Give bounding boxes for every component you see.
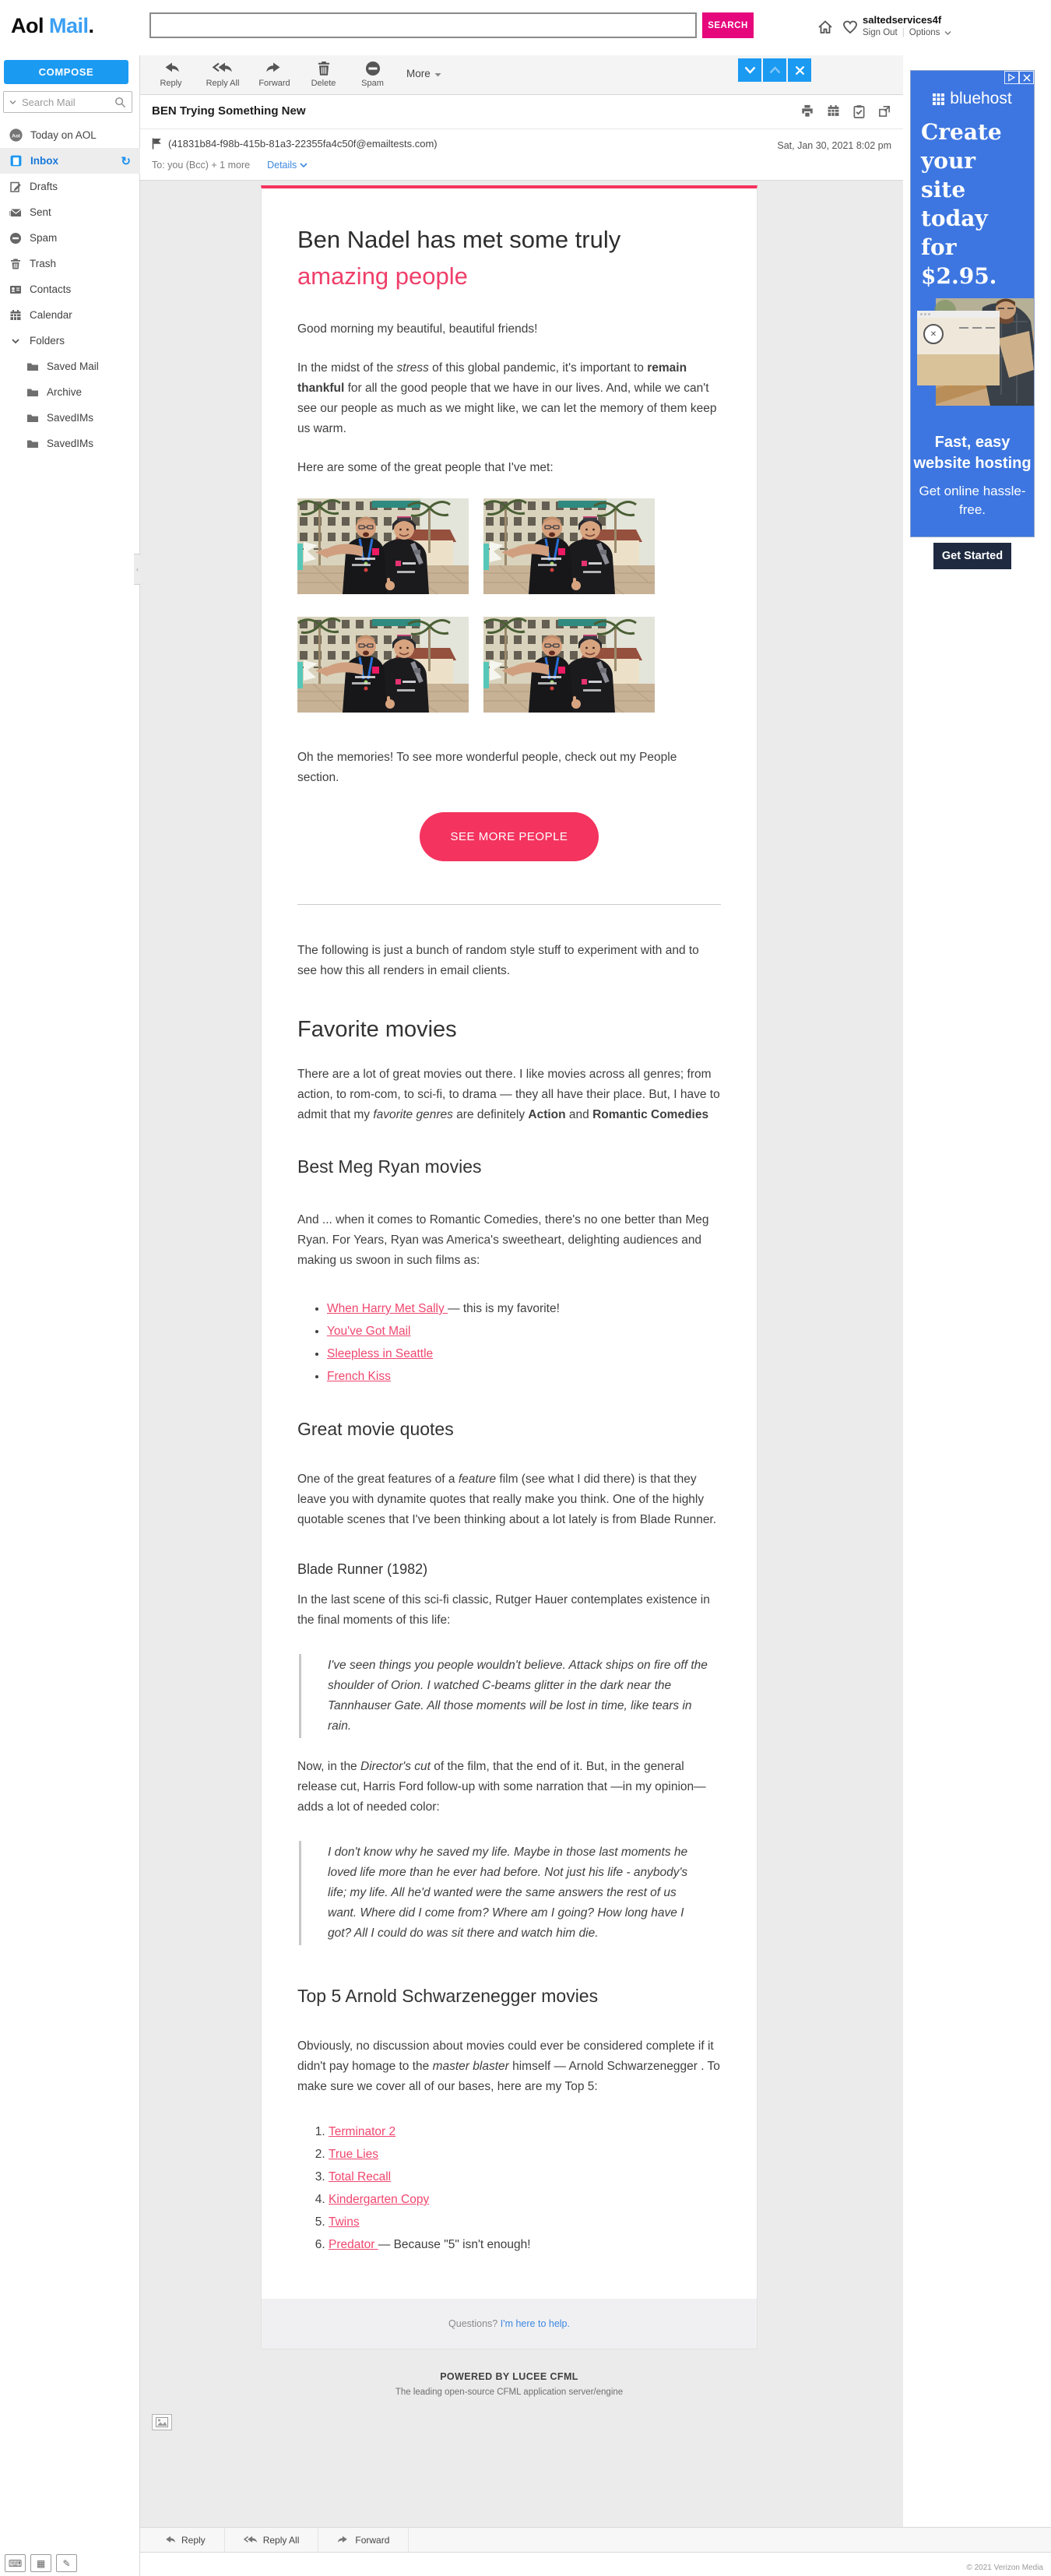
director-cut-paragraph xyxy=(297,1757,721,1818)
meg-movie-list xyxy=(297,1297,721,1388)
flag-icon[interactable] xyxy=(152,138,162,150)
sidebar-item-today-on-aol[interactable] xyxy=(0,122,140,148)
reply-all-icon xyxy=(244,2535,258,2546)
arnold-movie-list xyxy=(297,2120,721,2256)
header-search-input[interactable] xyxy=(151,14,695,37)
svg-text:Aol: Aol xyxy=(12,133,20,139)
sidebar-item-trash[interactable] xyxy=(0,251,140,276)
list-item xyxy=(329,2233,721,2256)
list-item xyxy=(327,1343,721,1365)
bottom-action-bar xyxy=(140,2527,1051,2553)
corner-launcher-icons xyxy=(5,2554,77,2572)
reply-icon xyxy=(162,61,180,76)
sidebar-item-inbox[interactable] xyxy=(0,148,140,174)
ad-tagline: Get online hassle-free. xyxy=(919,484,1026,517)
email-link[interactable]: True Lies xyxy=(329,2148,379,2161)
heart-icon[interactable] xyxy=(842,19,859,36)
search-icon[interactable] xyxy=(114,97,126,108)
subject-row xyxy=(140,95,903,129)
meg-paragraph: And ... when it comes to Romantic Comedies, there's no one better than Meg Ryan. For Years, Ryan was America's sweetheart, delighting audiences and making us swoon in such films as: xyxy=(297,1213,709,1267)
to-row xyxy=(152,160,308,171)
bluehost-logo xyxy=(911,90,1034,108)
sidebar-item-label: Folders xyxy=(30,335,65,347)
email-title-line1: Ben Nadel has met some truly xyxy=(297,226,621,253)
list-item xyxy=(327,1297,721,1320)
spam-icon xyxy=(9,232,22,245)
get-started-button[interactable]: Get Started xyxy=(933,543,1011,569)
reply-all-button[interactable]: Reply All xyxy=(195,55,250,94)
ad-badges xyxy=(1004,71,1034,84)
text-segment: and xyxy=(565,1108,593,1121)
aol-mail-logo[interactable] xyxy=(11,14,94,38)
folder-icon xyxy=(26,386,39,399)
task-clipboard-icon[interactable] xyxy=(852,104,866,118)
text-segment: for all the good people that we have in our lives. And, while we can't see our people as much as we might like, we can let the memory of them keep us warm. xyxy=(297,382,717,435)
username: saltedservices4f xyxy=(863,14,942,26)
sidebar-folder-savedims-1[interactable] xyxy=(0,405,140,431)
text-segment: are definitely xyxy=(452,1108,529,1121)
sidebar-item-label: Sent xyxy=(30,206,51,218)
spam-button[interactable]: Spam xyxy=(348,55,397,94)
chevron-down-icon xyxy=(300,163,308,168)
add-to-calendar-icon[interactable] xyxy=(827,104,840,118)
bottom-forward-button[interactable]: Forward xyxy=(318,2528,409,2552)
email-title xyxy=(297,221,721,294)
sidebar-folder-archive[interactable] xyxy=(0,379,140,405)
list-item xyxy=(327,1320,721,1343)
narration-quote: I don't know why he saved my life. Maybe in those last moments he loved life more than he ever had before. Not just his life - anybody's life; my life. All he'd wanted were the same answers the rest of us want. Where did I come from? Where am I going? How long have I got? All I could do was sit there and watch him die. xyxy=(299,1841,708,1945)
divider xyxy=(297,904,721,905)
greeting-paragraph: Good morning my beautiful, beautiful friends! xyxy=(297,322,538,336)
from-row xyxy=(152,138,438,150)
text-segment: of this global pandemic, it's important to xyxy=(428,361,648,375)
text-segment: One of the great features of a xyxy=(297,1473,459,1486)
blade-runner-quote: I've seen things you people wouldn't believe. Attack ships on fire off the shoulder of Orion. I watched C-beams glitter in the dark near the Tannhauser Gate. All those moments will be lost in time, like tears in rain. xyxy=(299,1654,708,1738)
text-segment: feature xyxy=(458,1473,497,1486)
browser-mockup xyxy=(917,311,1000,385)
text-segment: film (see what I did there) is that they leave you with dynamite quotes that really make you think. One of the highly quotable scenes that I've been thinking about a lot lately is from Blade Runner. xyxy=(297,1473,717,1526)
adchoices-icon[interactable] xyxy=(1004,71,1019,84)
message-body-area xyxy=(140,181,903,2527)
text-segment: stress xyxy=(396,361,429,375)
chevron-up-icon xyxy=(769,66,781,74)
sent-icon xyxy=(9,206,22,219)
people-photo xyxy=(483,617,655,713)
trash-icon xyxy=(317,61,331,76)
recipients[interactable]: To: you (Bcc) + 1 more xyxy=(152,160,251,171)
close-icon xyxy=(795,65,805,76)
ad-column xyxy=(903,55,1051,2527)
email-footer-band xyxy=(262,2299,757,2349)
email-link[interactable]: Predator xyxy=(329,2238,378,2251)
sidebar-item-label: Saved Mail xyxy=(47,361,99,372)
email-title-line2: amazing people xyxy=(297,262,468,290)
sidebar-item-label: Today on AOL xyxy=(30,129,97,141)
ad-photo xyxy=(911,298,1034,407)
list-item xyxy=(329,2188,721,2211)
people-photo xyxy=(297,498,469,594)
search-button[interactable]: SEARCH xyxy=(702,12,754,38)
sidebar-item-drafts[interactable] xyxy=(0,174,140,199)
people-photo xyxy=(297,617,469,713)
message-nav-buttons xyxy=(738,58,811,82)
sidebar-item-spam[interactable] xyxy=(0,225,140,251)
contacts-icon xyxy=(9,283,22,296)
text-segment: of the film, that the end of it. But, in the general release cut, Harris Ford follow-up with some narration that —in my opinion— adds a lot of needed color: xyxy=(297,1760,706,1814)
user-block xyxy=(863,14,951,37)
text-segment: master blaster xyxy=(432,2060,509,2073)
spam-icon xyxy=(365,61,381,76)
sidebar-item-calendar[interactable] xyxy=(0,302,140,328)
sidebar-search-input[interactable] xyxy=(20,96,111,109)
powered-by-subtitle: The leading open-source CFML application server/engine xyxy=(395,2388,624,2397)
sidebar-item-label: Inbox xyxy=(30,155,58,167)
ad-close-icon[interactable] xyxy=(1019,71,1034,84)
header-search-box xyxy=(149,12,697,38)
email-link[interactable]: Twins xyxy=(329,2215,360,2229)
text-segment: Action xyxy=(528,1108,566,1121)
email-link[interactable]: French Kiss xyxy=(327,1370,391,1383)
next-message-button[interactable] xyxy=(738,58,761,82)
sidebar-item-label: Archive xyxy=(47,386,83,398)
inbox-icon xyxy=(9,154,23,167)
sidebar-item-folders-toggle[interactable] xyxy=(0,328,140,354)
chevron-down-icon xyxy=(944,30,951,36)
keyboard-icon[interactable]: ⌨ xyxy=(5,2554,26,2572)
email-link[interactable]: I'm here to help. xyxy=(500,2318,570,2329)
email-link[interactable]: Sleepless in Seattle xyxy=(327,1347,434,1360)
ad-subheadline: Fast, easy website hosting xyxy=(913,434,1032,472)
folder-icon xyxy=(26,438,39,450)
sidebar-item-label: Spam xyxy=(30,232,58,244)
text-segment: Obviously, no discussion about movies could ever be considered complete if it didn't pay homage to the xyxy=(297,2039,714,2073)
message-date: Sat, Jan 30, 2021 8:02 pm xyxy=(777,140,891,151)
copyright-notice: © 2021 Verizon Media xyxy=(966,2564,1043,2572)
email-link[interactable]: Terminator 2 xyxy=(329,2125,396,2138)
people-photo-grid xyxy=(297,498,721,713)
bottom-reply-button[interactable]: Reply xyxy=(145,2528,225,2552)
sender-address[interactable]: (41831b84-f98b-415b-81a3-22355fa4c50f@emailtests.com) xyxy=(168,138,438,150)
forward-icon xyxy=(265,61,283,76)
bluehost-grid-icon xyxy=(933,93,944,105)
text-segment: — Because "5" isn't enough! xyxy=(378,2238,531,2251)
list-item xyxy=(329,2120,721,2143)
top-header xyxy=(0,0,1051,56)
text-segment: remain thankful xyxy=(297,361,687,395)
heading-blade-runner: Blade Runner (1982) xyxy=(297,1561,428,1577)
broken-image-icon xyxy=(152,2414,172,2430)
close-message-button[interactable] xyxy=(788,58,811,82)
memories-paragraph: Oh the memories! To see more wonderful people, check out my People section. xyxy=(297,751,677,784)
main-pane xyxy=(140,55,903,2527)
sidebar-item-label: SavedIMs xyxy=(47,412,94,424)
reply-button[interactable]: Reply xyxy=(146,55,195,94)
calendar-icon xyxy=(9,309,22,322)
refresh-icon[interactable]: ↻ xyxy=(121,154,131,168)
sidebar-nav xyxy=(0,122,140,456)
reply-icon xyxy=(163,2535,176,2546)
sidebar-collapse-handle[interactable]: ‹ xyxy=(134,554,142,585)
list-item xyxy=(327,1365,721,1388)
message-toolbar xyxy=(140,55,903,95)
text-segment: Director's cut xyxy=(360,1760,431,1773)
sidebar-item-label: Calendar xyxy=(30,309,72,321)
bluehost-ad[interactable] xyxy=(910,70,1035,562)
people-intro-paragraph: Here are some of the great people that I've met: xyxy=(297,461,554,474)
list-item xyxy=(329,2166,721,2188)
cta-wrap xyxy=(297,812,721,861)
genres-paragraph xyxy=(297,1065,721,1125)
sidebar-item-sent[interactable] xyxy=(0,199,140,225)
message-subject: BEN Trying Something New xyxy=(152,104,306,118)
heading-movie-quotes: Great movie quotes xyxy=(297,1419,454,1439)
text-segment: favorite genres xyxy=(373,1108,453,1121)
sign-out-link[interactable]: Sign Out xyxy=(863,28,898,37)
bottom-reply-all-button[interactable]: Reply All xyxy=(225,2528,319,2552)
logo-mail: Mail xyxy=(44,14,89,37)
delete-button[interactable]: Delete xyxy=(299,55,348,94)
logo-aol: Aol xyxy=(11,14,44,37)
text-segment: In the midst of the xyxy=(297,361,397,375)
text-segment: Romantic Comedies xyxy=(592,1108,709,1121)
drafts-icon xyxy=(9,181,22,193)
forward-button[interactable]: Forward xyxy=(250,55,299,94)
print-icon[interactable] xyxy=(800,104,814,118)
sidebar-item-label: Drafts xyxy=(30,181,58,192)
people-photo xyxy=(483,498,655,594)
reply-all-icon xyxy=(213,61,233,76)
open-in-new-window-icon[interactable] xyxy=(878,104,891,118)
sidebar-item-contacts[interactable] xyxy=(0,276,140,302)
email-link[interactable]: You've Got Mail xyxy=(327,1325,411,1338)
compose-button[interactable]: COMPOSE xyxy=(4,60,128,84)
thankful-paragraph xyxy=(297,358,721,439)
email-link[interactable]: Total Recall xyxy=(329,2170,392,2184)
bluehost-wordmark: bluehost xyxy=(950,90,1012,107)
site-badge-icon: ✕ xyxy=(923,324,944,344)
powered-by-title: POWERED BY LUCEE CFML xyxy=(440,2371,578,2382)
heading-arnold: Top 5 Arnold Schwarzenegger movies xyxy=(297,1986,599,2006)
text-segment: himself — Arnold Schwarzenegger . To make sure we cover all of our bases, here are my Top 5: xyxy=(297,2060,720,2093)
sidebar xyxy=(0,55,140,2576)
email-card xyxy=(261,185,757,2349)
arnold-paragraph xyxy=(297,2036,721,2097)
forward-icon xyxy=(337,2535,350,2546)
calendar-icon[interactable]: ▦ xyxy=(30,2554,51,2572)
message-header xyxy=(140,95,903,181)
email-link[interactable]: Kindergarten Copy xyxy=(329,2193,430,2206)
heading-favorite-movies: Favorite movies xyxy=(297,1017,457,1042)
experiment-paragraph: The following is just a bunch of random style stuff to experiment with and to see how this all renders in email clients. xyxy=(297,944,699,977)
sidebar-item-label: SavedIMs xyxy=(47,438,94,449)
chevron-down-icon[interactable] xyxy=(9,100,16,105)
chevron-down-icon xyxy=(9,335,22,347)
aol-badge-icon xyxy=(9,128,23,142)
text-segment: — this is my favorite! xyxy=(448,1302,560,1315)
sidebar-item-label: Trash xyxy=(30,258,57,269)
sidebar-item-label: Contacts xyxy=(30,283,72,295)
sidebar-search-box xyxy=(3,91,132,113)
sidebar-folder-saved-mail[interactable] xyxy=(0,354,140,379)
heading-meg-ryan: Best Meg Ryan movies xyxy=(297,1156,482,1177)
more-button[interactable]: More xyxy=(406,68,441,94)
details-toggle[interactable]: Details xyxy=(267,160,308,171)
see-more-people-button[interactable]: SEE MORE PEOPLE xyxy=(420,812,599,861)
email-link[interactable]: When Harry Met Sally xyxy=(327,1302,448,1315)
text-segment: Now, in the xyxy=(297,1760,360,1773)
trash-icon xyxy=(9,258,22,270)
quotes-paragraph xyxy=(297,1469,721,1530)
powered-by-block xyxy=(261,2371,757,2397)
sidebar-folder-savedims-2[interactable] xyxy=(0,431,140,456)
folder-icon xyxy=(26,412,39,424)
text-segment: Questions? xyxy=(448,2318,501,2329)
options-link[interactable]: Options xyxy=(909,28,940,37)
chevron-down-icon xyxy=(434,72,441,78)
chevron-down-icon xyxy=(744,66,756,74)
divider: | xyxy=(902,28,905,37)
ad-headline: Create your site today for $2.95. xyxy=(921,119,1002,289)
logo-dot: . xyxy=(88,14,94,37)
folder-icon xyxy=(26,361,39,373)
list-item xyxy=(329,2211,721,2233)
text-segment: There are a lot of great movies out there. I like movies across all genres; from action, to rom-com, to sci-fi, to drama — they all have their place. But, I have to admit that my xyxy=(297,1068,720,1121)
message-actions xyxy=(800,104,891,118)
home-icon[interactable] xyxy=(817,19,834,36)
list-item xyxy=(329,2143,721,2166)
blade-paragraph: In the last scene of this sci-fi classic, Rutger Hauer contemplates existence in the final moments of this life: xyxy=(297,1593,710,1627)
notepad-icon[interactable]: ✎ xyxy=(56,2554,77,2572)
previous-message-button[interactable] xyxy=(763,58,786,82)
